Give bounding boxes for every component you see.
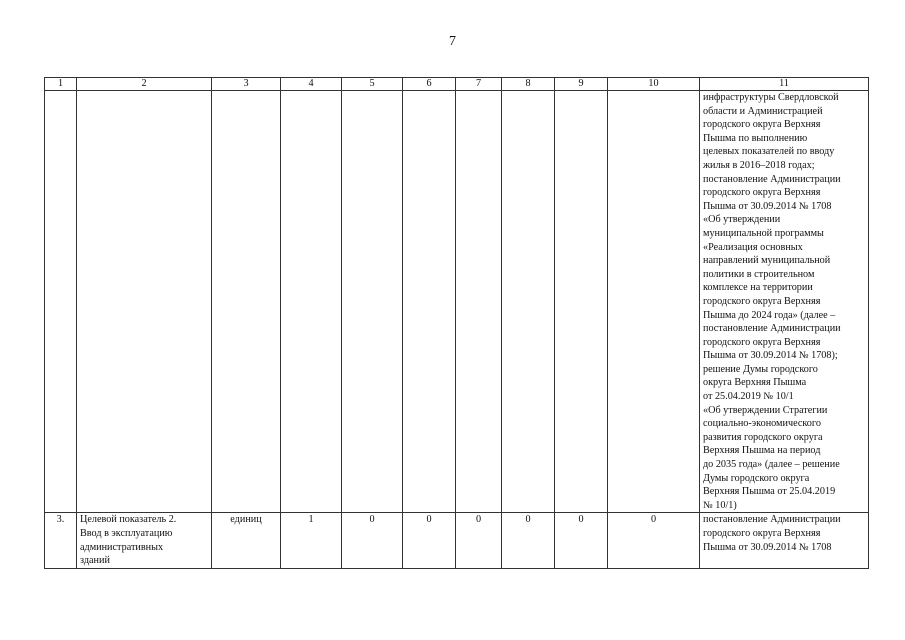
unit-cell: единиц [212,513,281,568]
value-cell: 0 [502,513,555,568]
value-cell [403,91,456,513]
source-document-cell: постановление Администрации городского округа Верхняя Пышма от 30.09.2014 № 1708 [700,513,869,568]
column-number-cell: 7 [456,78,502,91]
table-row [45,513,869,568]
column-number-cell: 9 [555,78,608,91]
value-cell [456,91,502,513]
column-number-cell: 11 [700,78,869,91]
indicator-name-cell [77,91,212,513]
page-number: 7 [449,34,456,49]
source-document-cell: инфраструктуры Свердловской области и Администрацией городского округа Верхняя Пышма по выполнению целевых показателей по вводу жилья в 2016–2018 годах; постановление Администрации городского округа Верхняя Пышма от 30.09.2014 № 1708 «Об утверждении муниципальной программы «Реализация основных направлений муниципальной политики в строительном комплексе на территории городского округа Верхняя Пышма до 2024 года» (далее – постановление Администрации городского округа Верхняя Пышма от 30.09.2014 № 1708); решение Думы городского округа Верхняя Пышма от 25.04.2019 № 10/1 «Об утверждении Стратегии социально-экономического развития городского округа Верхняя Пышма на период до 2035 года» (далее – решение Думы городского округа Верхняя Пышма от 25.04.2019 № 10/1) [700,91,869,513]
value-cell [342,91,403,513]
value-cell [502,91,555,513]
column-number-cell: 10 [608,78,700,91]
value-cell: 0 [555,513,608,568]
row-number-cell: 3. [45,513,77,568]
column-number-cell: 1 [45,78,77,91]
table-row [45,91,869,513]
indicator-name-cell: Целевой показатель 2. Ввод в эксплуатацию административных зданий [77,513,212,568]
column-number-cell: 8 [502,78,555,91]
value-cell [281,91,342,513]
value-cell: 0 [608,513,700,568]
value-cell: 1 [281,513,342,568]
value-cell: 0 [403,513,456,568]
indicator-table [44,77,869,569]
value-cell: 0 [342,513,403,568]
column-number-cell: 4 [281,78,342,91]
column-number-cell: 5 [342,78,403,91]
column-number-row [45,78,869,91]
row-number-cell [45,91,77,513]
value-cell [608,91,700,513]
column-number-cell: 6 [403,78,456,91]
value-cell [555,91,608,513]
column-number-cell: 3 [212,78,281,91]
column-number-cell: 2 [77,78,212,91]
unit-cell [212,91,281,513]
value-cell: 0 [456,513,502,568]
